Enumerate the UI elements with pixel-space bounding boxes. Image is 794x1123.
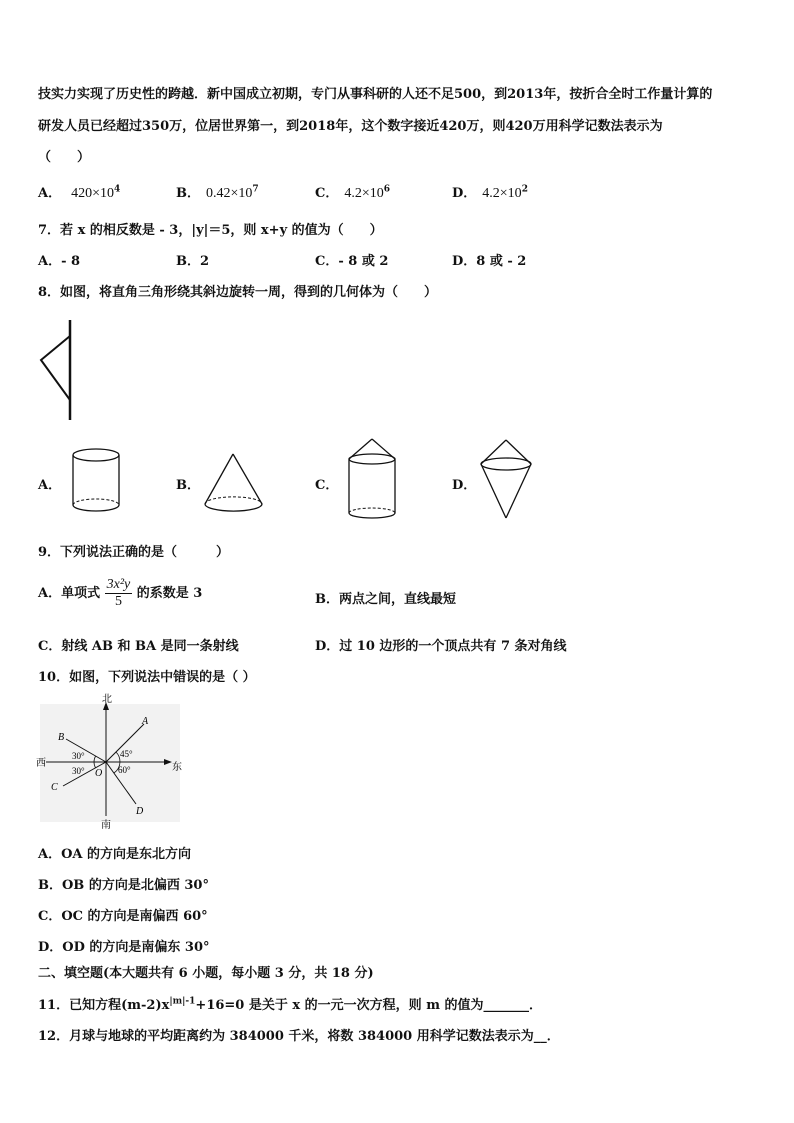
origin-label: O xyxy=(95,768,103,779)
q6-option-d[interactable]: D． $4.2\times 10^2$ xyxy=(452,184,528,201)
q8-option-a-label[interactable]: A． xyxy=(38,478,62,493)
q10-stem: 10．如图，下列说法中错误的是（ ） xyxy=(38,670,256,685)
cone-on-cylinder-figure xyxy=(346,437,398,523)
q6-answer-paren: （ ） xyxy=(38,150,91,165)
cone-figure xyxy=(202,452,266,514)
q7-option-a[interactable]: A．- 8 xyxy=(38,254,81,269)
q7-option-c[interactable]: C．- 8 或 2 xyxy=(315,254,389,269)
q8-option-b-label[interactable]: B． xyxy=(176,478,200,493)
cylinder-figure xyxy=(70,447,122,515)
q10-option-d[interactable]: D．OD 的方向是南偏东 30° xyxy=(38,940,210,955)
q8-stem: 8．如图，将直角三角形绕其斜边旋转一周，得到的几何体为（ ） xyxy=(38,285,438,300)
q10-option-a[interactable]: A．OA 的方向是东北方向 xyxy=(38,847,192,862)
q6-option-a[interactable]: A． $420\times 10^4$ xyxy=(38,184,121,201)
q6-line2: 研发人员已经超过350万，位居世界第一，到2018年，这个数字接近420万，则420万用科学记数法表示为 xyxy=(38,119,663,134)
q10-option-b[interactable]: B．OB 的方向是北偏西 30° xyxy=(38,878,209,893)
west-label: 西 xyxy=(36,758,46,769)
q7-option-d[interactable]: D．8 或 - 2 xyxy=(452,254,527,269)
q9-fraction: $\frac{\text{3x²y}}{5}$ xyxy=(106,577,131,609)
q7-stem: 7．若 x 的相反数是 - 3，|y|＝5，则 x+y 的值为（ ） xyxy=(38,223,383,238)
q12: 12．月球与地球的平均距离约为 384000 千米，将数 384000 用科学记数法表示为__． xyxy=(38,1029,560,1044)
east-label: 东 xyxy=(172,762,182,773)
point-d-label: D xyxy=(136,806,144,817)
q9-option-a[interactable]: A．单项式 $\frac{\text{3x²y}}{5}$ 的系数是 3 xyxy=(38,577,203,609)
q6-option-c[interactable]: C． $4.2\times 10^6$ xyxy=(315,184,391,201)
q7-option-b[interactable]: B．2 xyxy=(176,254,210,269)
q8-triangle-figure xyxy=(38,318,78,422)
angle-ne-label: 45° xyxy=(120,749,133,759)
q9-option-d[interactable]: D．过 10 边形的一个顶点共有 7 条对角线 xyxy=(315,639,567,654)
q6-line1: 技实力实现了历史性的跨越．新中国成立初期，专门从事科研的人还不足500，到2013年，按折合全时工作量计算的 xyxy=(38,87,713,102)
south-label: 南 xyxy=(101,820,111,831)
q11: 11．已知方程$(m-2)x^{|m|-1}+16=0$ 是关于 x 的一元一次方程，则 m 的值为_______． xyxy=(38,996,542,1013)
q9-option-c[interactable]: C．射线 AB 和 BA 是同一条射线 xyxy=(38,639,239,654)
q8-option-d-label[interactable]: D． xyxy=(452,478,477,493)
q10-option-c[interactable]: C．OC 的方向是南偏西 60° xyxy=(38,909,208,924)
angle-sw-label: 30° xyxy=(72,766,85,776)
point-b-label: B xyxy=(58,732,65,743)
section-2-heading: 二、填空题(本大题共有 6 小题，每小题 3 分，共 18 分) xyxy=(38,966,374,981)
compass-direction-figure xyxy=(36,694,186,830)
point-a-label: A xyxy=(142,716,149,727)
angle-se-label: 60° xyxy=(118,765,131,775)
north-label: 北 xyxy=(102,694,112,705)
q9-option-b[interactable]: B．两点之间，直线最短 xyxy=(315,592,456,607)
double-cone-figure xyxy=(478,438,536,522)
q9-stem: 9．下列说法正确的是（ ） xyxy=(38,545,230,560)
q8-option-c-label[interactable]: C． xyxy=(315,478,339,493)
q6-option-b[interactable]: B． $0.42\times 10^7$ xyxy=(176,184,259,201)
point-c-label: C xyxy=(51,782,58,793)
angle-nw-label: 30° xyxy=(72,751,85,761)
